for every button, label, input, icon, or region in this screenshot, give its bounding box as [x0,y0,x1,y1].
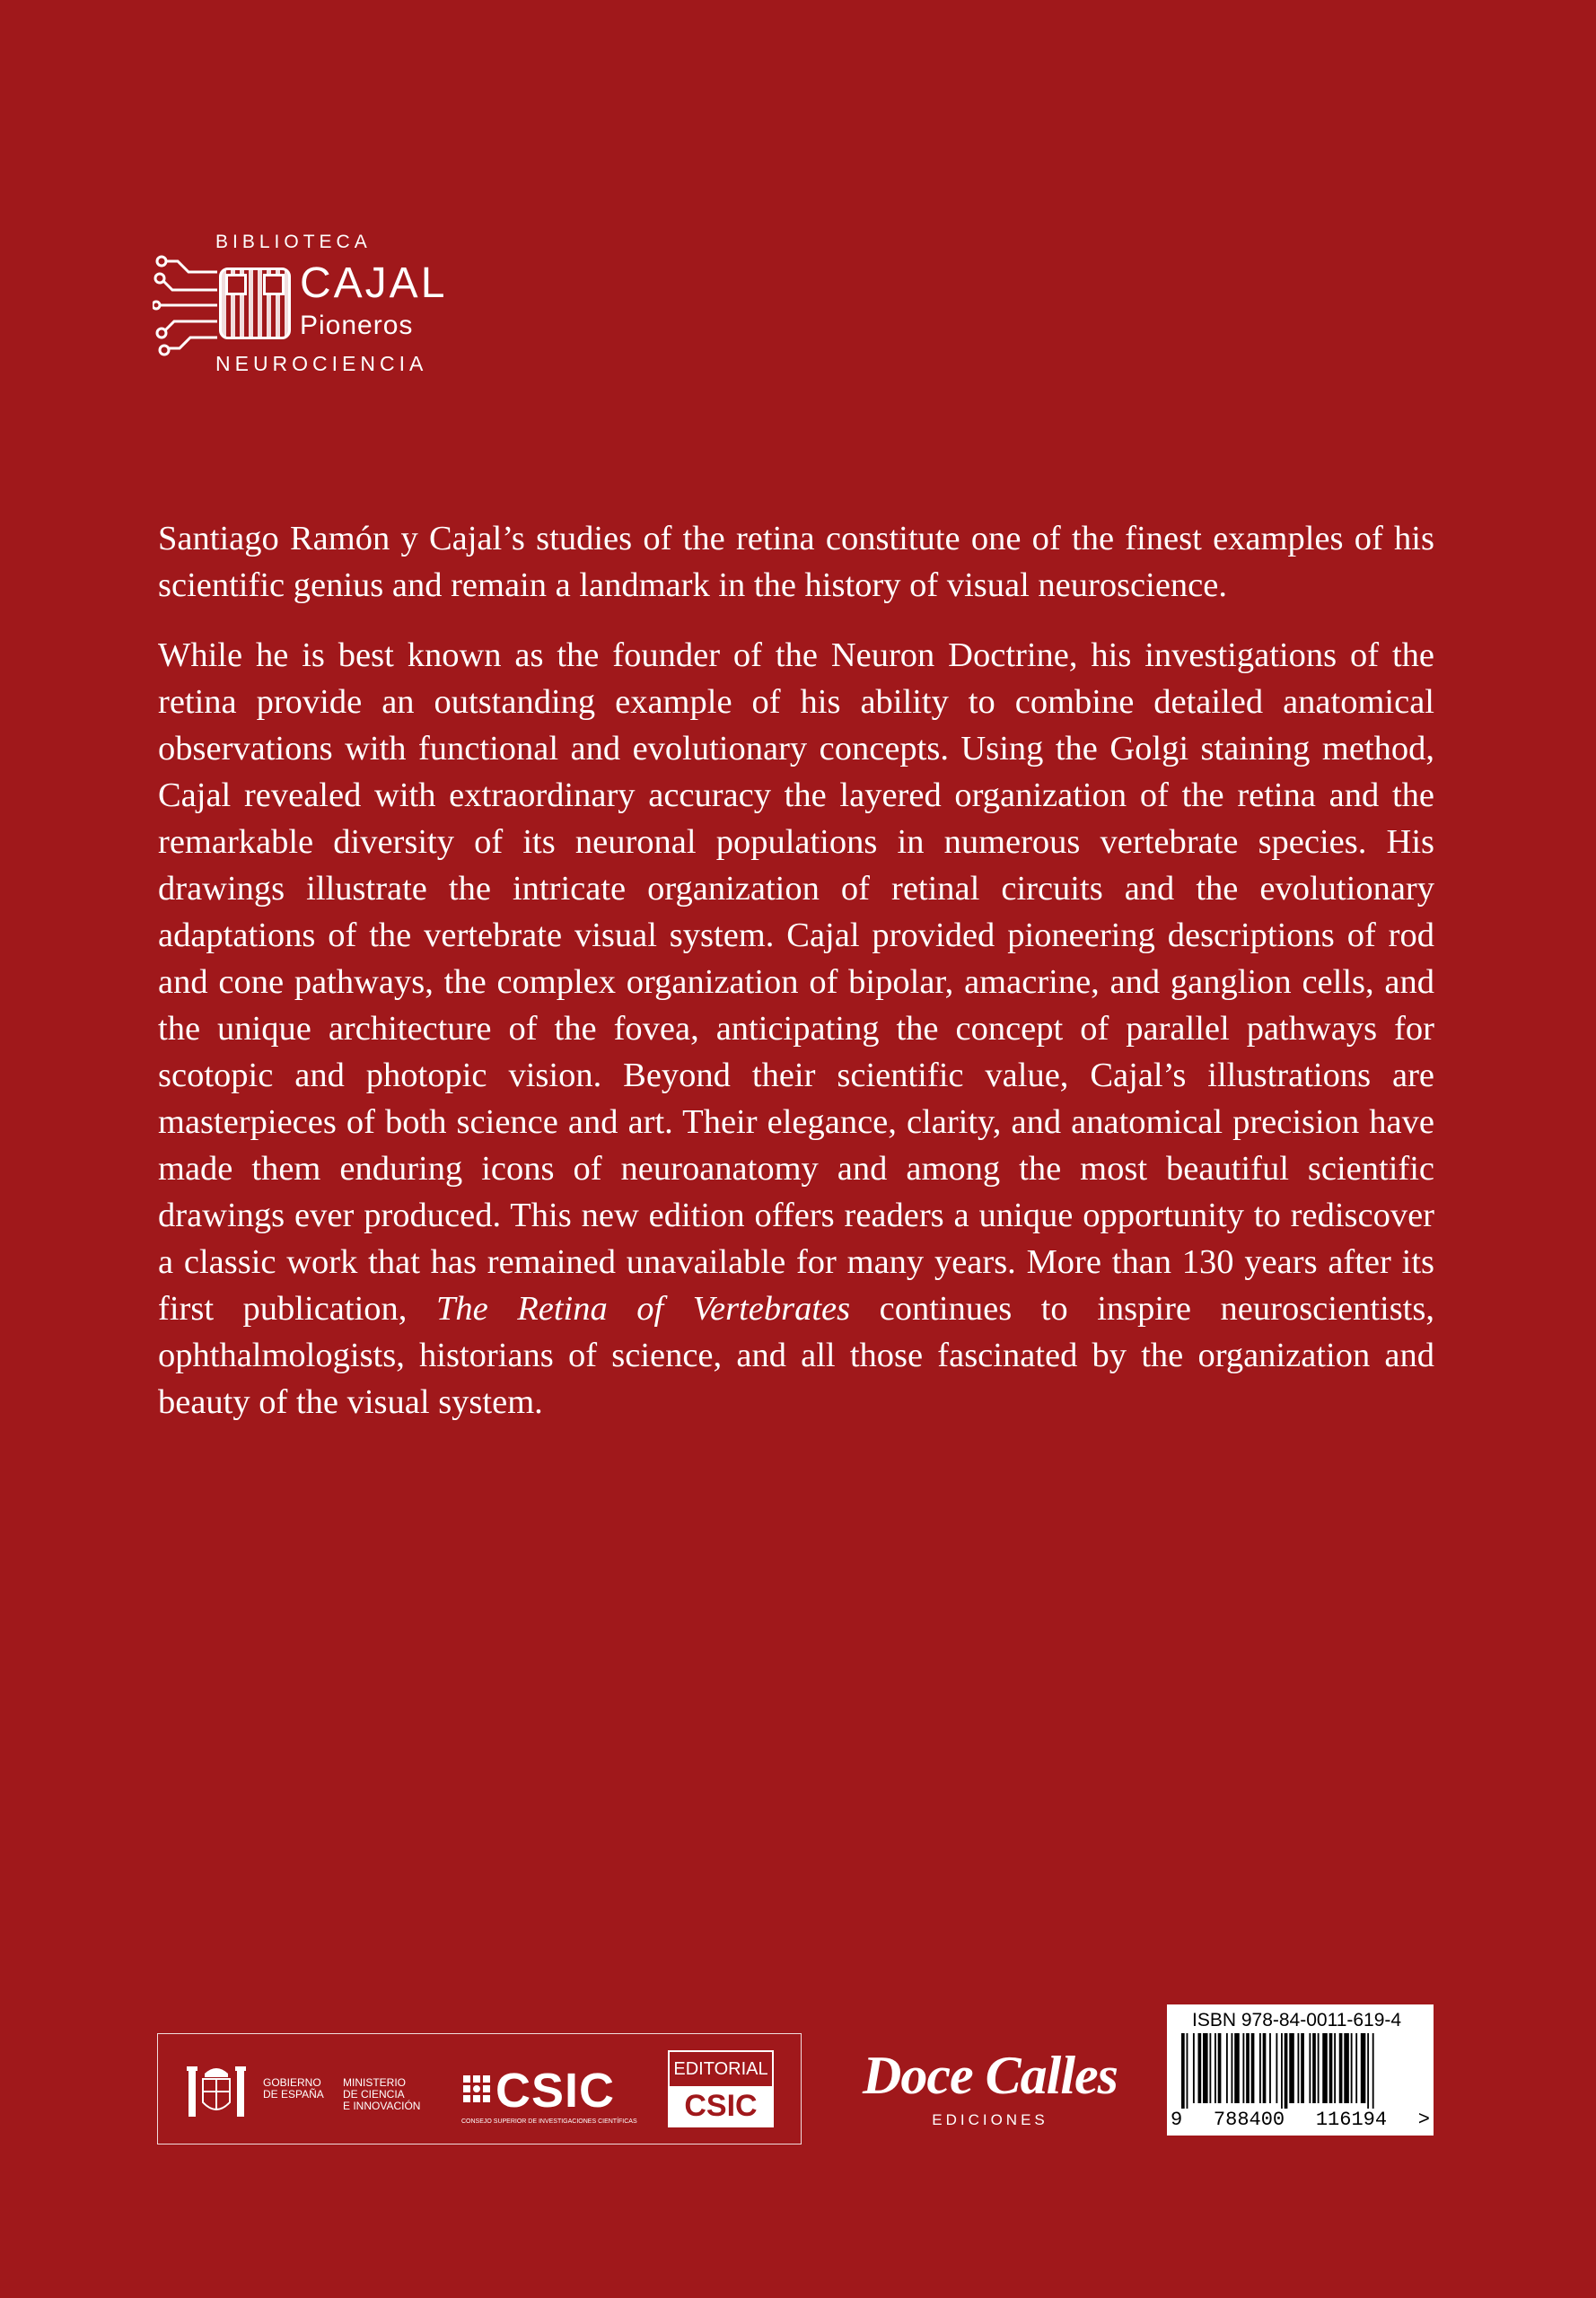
editorial-csic-label: CSIC [670,2086,772,2126]
isbn-barcode [1167,2004,1434,2136]
barcode-digits [1171,2109,1430,2131]
logo-bottom-label: NEUROCIENCIA [215,352,428,375]
editorial-label: EDITORIAL [670,2052,772,2086]
publisher-logo [842,2048,1138,2129]
blurb-paragraph-1: Santiago Ramón y Cajal’s studies of the retina constitute one of the finest examples of his scientific genius and remain a landmark in the history of visual neuroscience. [158,520,1434,604]
neuron-circuit-icon [153,250,224,366]
csic-wordmark: CSIC [495,2064,616,2118]
logo-main-label: CAJAL [300,259,448,307]
spain-coat-of-arms-icon [185,2061,248,2122]
back-cover-blurb [158,515,1434,1449]
logo-sub-label: Pioneros [300,311,414,340]
barcode-bars [1179,2033,1422,2109]
partner-logos-box [157,2033,802,2145]
blurb-paragraph-2 [158,632,1434,1425]
logo-top-label: BIBLIOTECA [215,232,372,252]
barcode-digit-group: > [1417,2109,1430,2131]
barcode-digit-group: 788400 [1213,2109,1285,2131]
blurb-paragraph-2-text: While he is best known as the founder of the Neuron Doctrine, his investigations of the retina provide an outstanding example of his ability to combine detailed anatomical observations with functional and evolutionary concepts. Using the Golgi staining method, Cajal revealed with extraordinary accuracy the layered organization of the retina and the remarkable diversity of its neuronal populations in numerous vertebrate species. His drawings illustrate the intricate organization of retinal circuits and the evolutionary adaptations of the vertebrate visual system. Cajal provided pioneering descriptions of rod and cone pathways, the complex organization of bipolar, amacrine, and ganglion cells, and the unique architecture of the fovea, anticipating the concept of parallel pathways for scotopic and photopic vision. Beyond their scientific value, Cajal’s illustrations are masterpieces of both science and art. Their elegance, clarity, and anatomical precision have made them enduring icons of neuroanatomy and among the most beautiful scientific drawings ever produced. This new edition offers readers a unique opportunity to rediscover a classic work that has remained unavailable for many years. More than 130 years after its first publication, [158,636,1434,1328]
barcode-digit-group: 9 [1171,2109,1183,2131]
barcode-digit-group: 116194 [1315,2109,1388,2131]
book-title: The Retina of Vertebrates [435,1290,851,1328]
publisher-name: Doce Calles [863,2046,1118,2105]
qr-code-icon [219,268,291,339]
editorial-csic-logo [668,2050,774,2127]
publisher-subtitle: EDICIONES [932,2111,1048,2128]
csic-emblem-icon [461,2074,492,2109]
ministerio-label: MINISTERIO DE CIENCIA E INNOVACIÓN [343,2076,421,2112]
biblioteca-cajal-logo [153,232,467,384]
isbn-label: ISBN 978-84-0011-619-4 [1192,2010,1402,2030]
blurb-paragraph-2-end: continues to inspire neuroscientists, ophthalmologists, historians of science, and all those fascinated by the organization and beauty of the visual system. [158,1290,1434,1421]
csic-subtitle: CONSEJO SUPERIOR DE INVESTIGACIONES CIENTÍFICAS [461,2118,637,2125]
gobierno-label: GOBIERNO DE ESPAÑA [263,2076,324,2101]
